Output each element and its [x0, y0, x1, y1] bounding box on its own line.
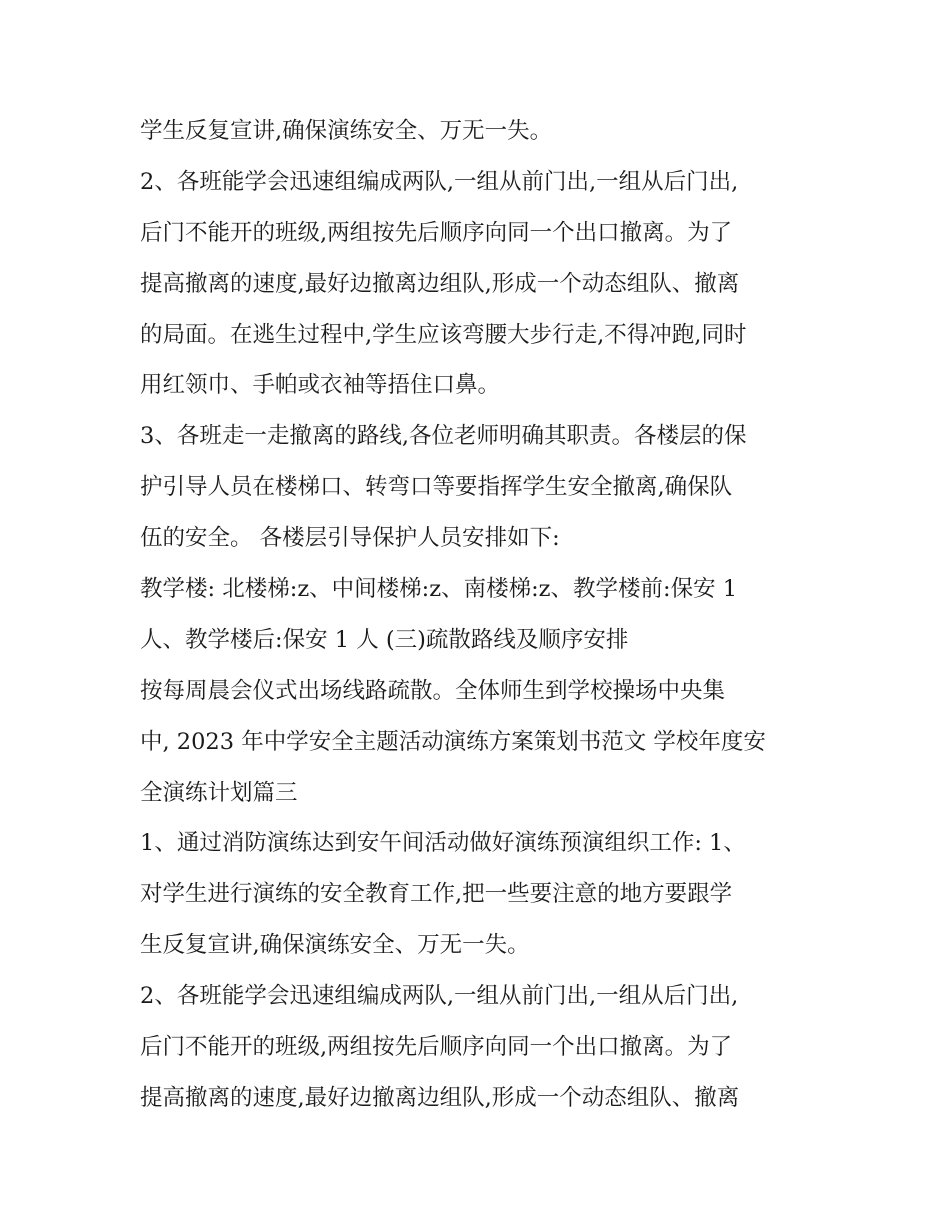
text-line: 护引导人员在楼梯口、转弯口等要指挥学生安全撤离,确保队	[140, 474, 733, 501]
text-line: 提高撤离的速度,最好边撤离边组队,形成一个动态组队、撤离	[140, 270, 740, 297]
text-line: 人、教学楼后:保安 1 人 (三)疏散路线及顺序安排	[140, 626, 629, 653]
text-line: 中, 2023 年中学安全主题活动演练方案策划书范文 学校年度安	[140, 728, 766, 755]
text-line: 伍的安全。 各楼层引导保护人员安排如下:	[140, 525, 560, 552]
text-line: 教学楼: 北楼梯:z、中间楼梯:z、南楼梯:z、教学楼前:保安 1	[140, 576, 738, 603]
text-line: 对学生进行演练的安全教育工作,把一些要注意的地方要跟学	[140, 881, 733, 908]
text-line: 生反复宣讲,确保演练安全、万无一失。	[140, 932, 530, 959]
text-line: 3、各班走一走撤离的路线,各位老师明确其职责。各楼层的保	[140, 423, 747, 450]
document-body	[140, 106, 815, 1124]
text-line: 后门不能开的班级,两组按先后顺序向同一个出口撤离。为了	[140, 219, 733, 246]
text-line: 2、各班能学会迅速组编成两队,一组从前门出,一组从后门出,	[140, 983, 739, 1010]
text-line: 的局面。在逃生过程中,学生应该弯腰大步行走,不得冲跑,同时	[140, 321, 747, 348]
text-line: 按每周晨会仪式出场线路疏散。全体师生到学校操场中央集	[140, 677, 726, 704]
text-line: 用红领巾、手帕或衣袖等捂住口鼻。	[140, 372, 501, 399]
text-line: 提高撤离的速度,最好边撤离边组队,形成一个动态组队、撤离	[140, 1084, 740, 1111]
text-line: 全演练计划篇三	[140, 779, 298, 806]
text-line: 学生反复宣讲,确保演练安全、万无一失。	[140, 118, 553, 144]
text-line: 1、通过消防演练达到安午间活动做好演练预演组织工作: 1、	[140, 830, 746, 857]
text-line: 后门不能开的班级,两组按先后顺序向同一个出口撤离。为了	[140, 1034, 733, 1061]
text-line: 2、各班能学会迅速组编成两队,一组从前门出,一组从后门出,	[140, 168, 739, 195]
